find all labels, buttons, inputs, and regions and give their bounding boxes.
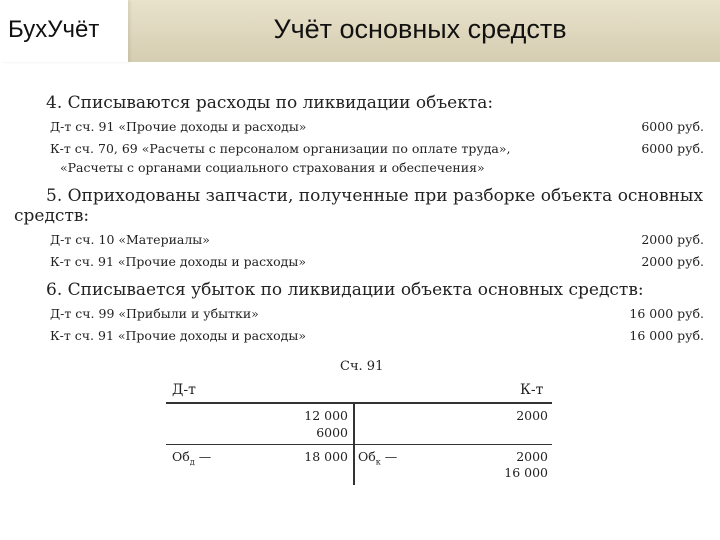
debit-turnover-label <box>172 449 211 467</box>
debit-turnover: 18 000 <box>304 449 348 464</box>
slide-title: Учёт основных средств <box>273 14 567 44</box>
section-heading-cont: средств: <box>14 206 90 226</box>
entry-text: К-т сч. 91 «Прочие доходы и расходы» <box>50 328 306 343</box>
entry-amount: 6000 руб. <box>641 119 704 134</box>
debit-label: Д-т <box>172 382 196 398</box>
debit-entry: 6000 <box>316 425 348 440</box>
credit-label: К-т <box>520 382 544 398</box>
section-heading: 4. Списываются расходы по ликвидации объекта: <box>46 93 494 113</box>
logo-text: БухУчёт <box>8 16 100 43</box>
credit-turnover: 2000 <box>516 449 548 464</box>
entry-amount: 16 000 руб. <box>629 306 704 321</box>
t-account-top-rule <box>166 402 552 404</box>
credit-turnover-dash: — <box>384 449 398 464</box>
logo <box>0 0 128 62</box>
entry-text: Д-т сч. 91 «Прочие доходы и расходы» <box>50 119 307 134</box>
debit-entry: 12 000 <box>304 408 348 423</box>
entry-text: Д-т сч. 99 «Прибыли и убытки» <box>50 306 259 321</box>
entry-amount: 2000 руб. <box>641 232 704 247</box>
entry-amount: 16 000 руб. <box>629 328 704 343</box>
credit-entry: 2000 <box>516 408 548 423</box>
credit-turnover-label <box>358 449 397 467</box>
entry-text: К-т сч. 91 «Прочие доходы и расходы» <box>50 254 306 269</box>
credit-turnover: 16 000 <box>504 465 548 480</box>
credit-turnover-label-text: Об <box>358 449 376 464</box>
entry-text: Д-т сч. 10 «Материалы» <box>50 232 210 247</box>
section-heading: 5. Оприходованы запчасти, полученные при разборке объекта основных <box>46 186 704 206</box>
t-account-total-rule <box>166 444 552 445</box>
debit-turnover-sub: д <box>189 457 195 467</box>
entry-amount: 2000 руб. <box>641 254 704 269</box>
entry-text: «Расчеты с органами социального страхования и обеспечения» <box>60 160 485 175</box>
section-heading: 6. Списывается убыток по ликвидации объекта основных средств: <box>46 280 644 300</box>
credit-turnover-sub: к <box>375 457 381 467</box>
debit-turnover-dash: — <box>198 449 212 464</box>
entry-text: К-т сч. 70, 69 «Расчеты с персоналом организации по оплате труда», <box>50 141 511 156</box>
debit-turnover-label-text: Об <box>172 449 190 464</box>
entry-amount: 6000 руб. <box>641 141 704 156</box>
t-account-caption: Сч. 91 <box>340 359 384 374</box>
